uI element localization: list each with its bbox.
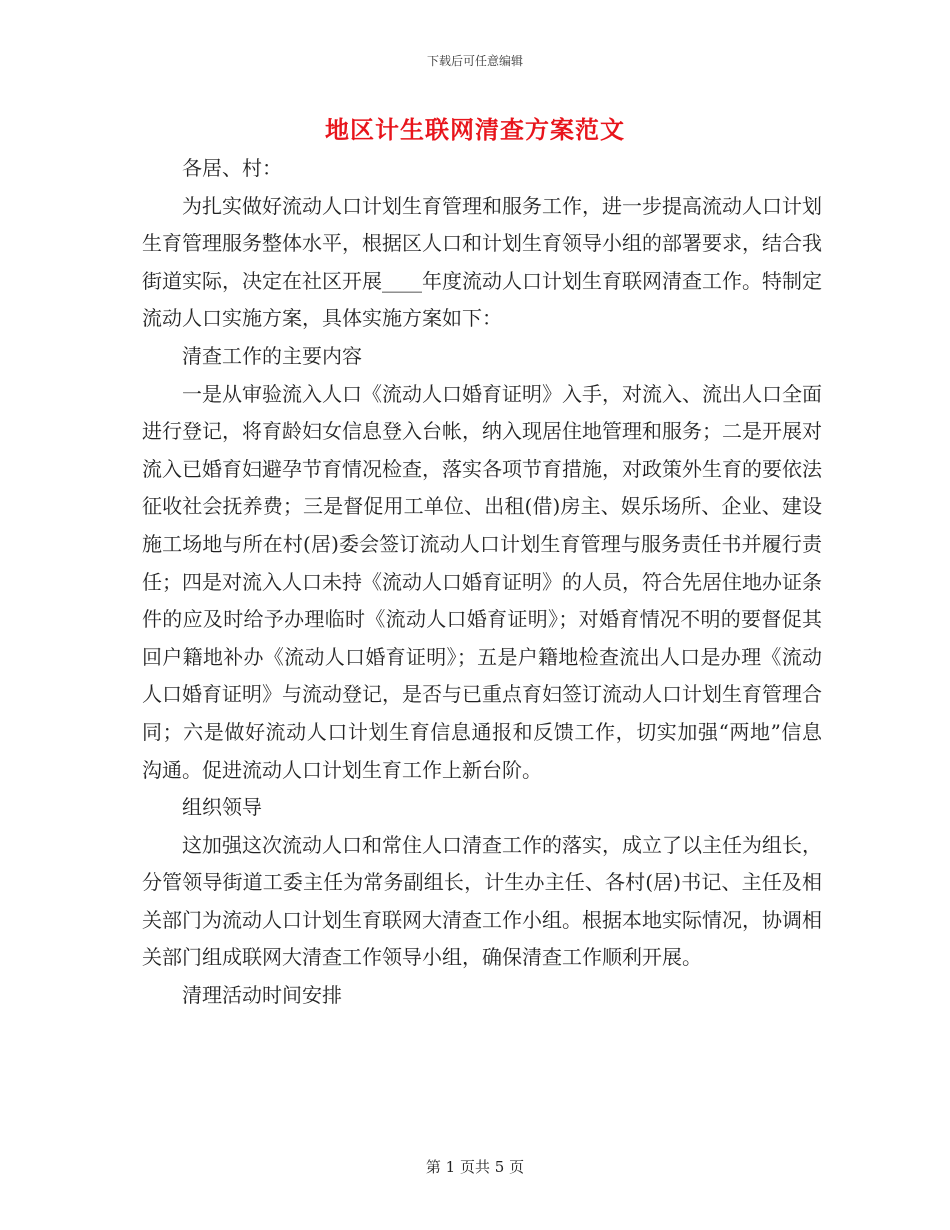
section-heading-organization: 组织领导: [182, 795, 262, 820]
section-heading-main-content: 清查工作的主要内容: [182, 343, 362, 368]
salutation-paragraph: 各居、村：: [182, 156, 282, 180]
page-header-note: 下载后可任意编辑: [426, 54, 523, 68]
page-number: 第 1 页共 5 页: [425, 1158, 525, 1176]
section-heading-schedule: 清理活动时间安排: [182, 983, 342, 1008]
main-content-paragraph: 一是从审验流入人口《流动人口婚育证明》入手，对流入、流出人口全面进行登记，将育龄妇女信息登入台帐，纳入现居住地管理和服务；二是开展对流入已婚育妇避孕节育情况检查，落实各项节育措施，对政策外生育的要依法征收社会抚养费；三是督促用工单位、出租(借)房主、娱乐场所、企业、建设施工场地与所在村(居)委会签订流动人口计划生育管理与服务责任书并履行责任；四是对流入人口未持《流动人口婚育证明》的人员，符合先居住地办证条件的应及时给予办理临时《流动人口婚育证明》；对婚育情况不明的要督促其回户籍地补办《流动人口婚育证明》；五是户籍地检查流出人口是办理《流动人口婚育证明》与流动登记，是否与已重点育妇签订流动人口计划生育管理合同；六是做好流动人口计划生育信息通报和反馈工作，切实加强“两地”信息沟通。促进流动人口计划生育工作上新台阶。: [142, 381, 822, 782]
document-body: [142, 150, 822, 1015]
intro-paragraph: 为扎实做好流动人口计划生育管理和服务工作，进一步提高流动人口计划生育管理服务整体水平，根据区人口和计划生育领导小组的部署要求，结合我街道实际，决定在社区开展____年度流动人口计划生育联网清查工作。特制定流动人口实施方案，具体实施方案如下：: [142, 193, 822, 331]
organization-paragraph: 这加强这次流动人口和常住人口清查工作的落实，成立了以主任为组长，分管领导街道工委主任为常务副组长，计生办主任、各村(居)书记、主任及相关部门为流动人口计划生育联网大清查工作小组。根据本地实际情况，协调相关部门组成联网大清查工作领导小组，确保清查工作顺利开展。: [142, 832, 822, 970]
document-title: 地区计生联网清查方案范文: [325, 115, 625, 144]
